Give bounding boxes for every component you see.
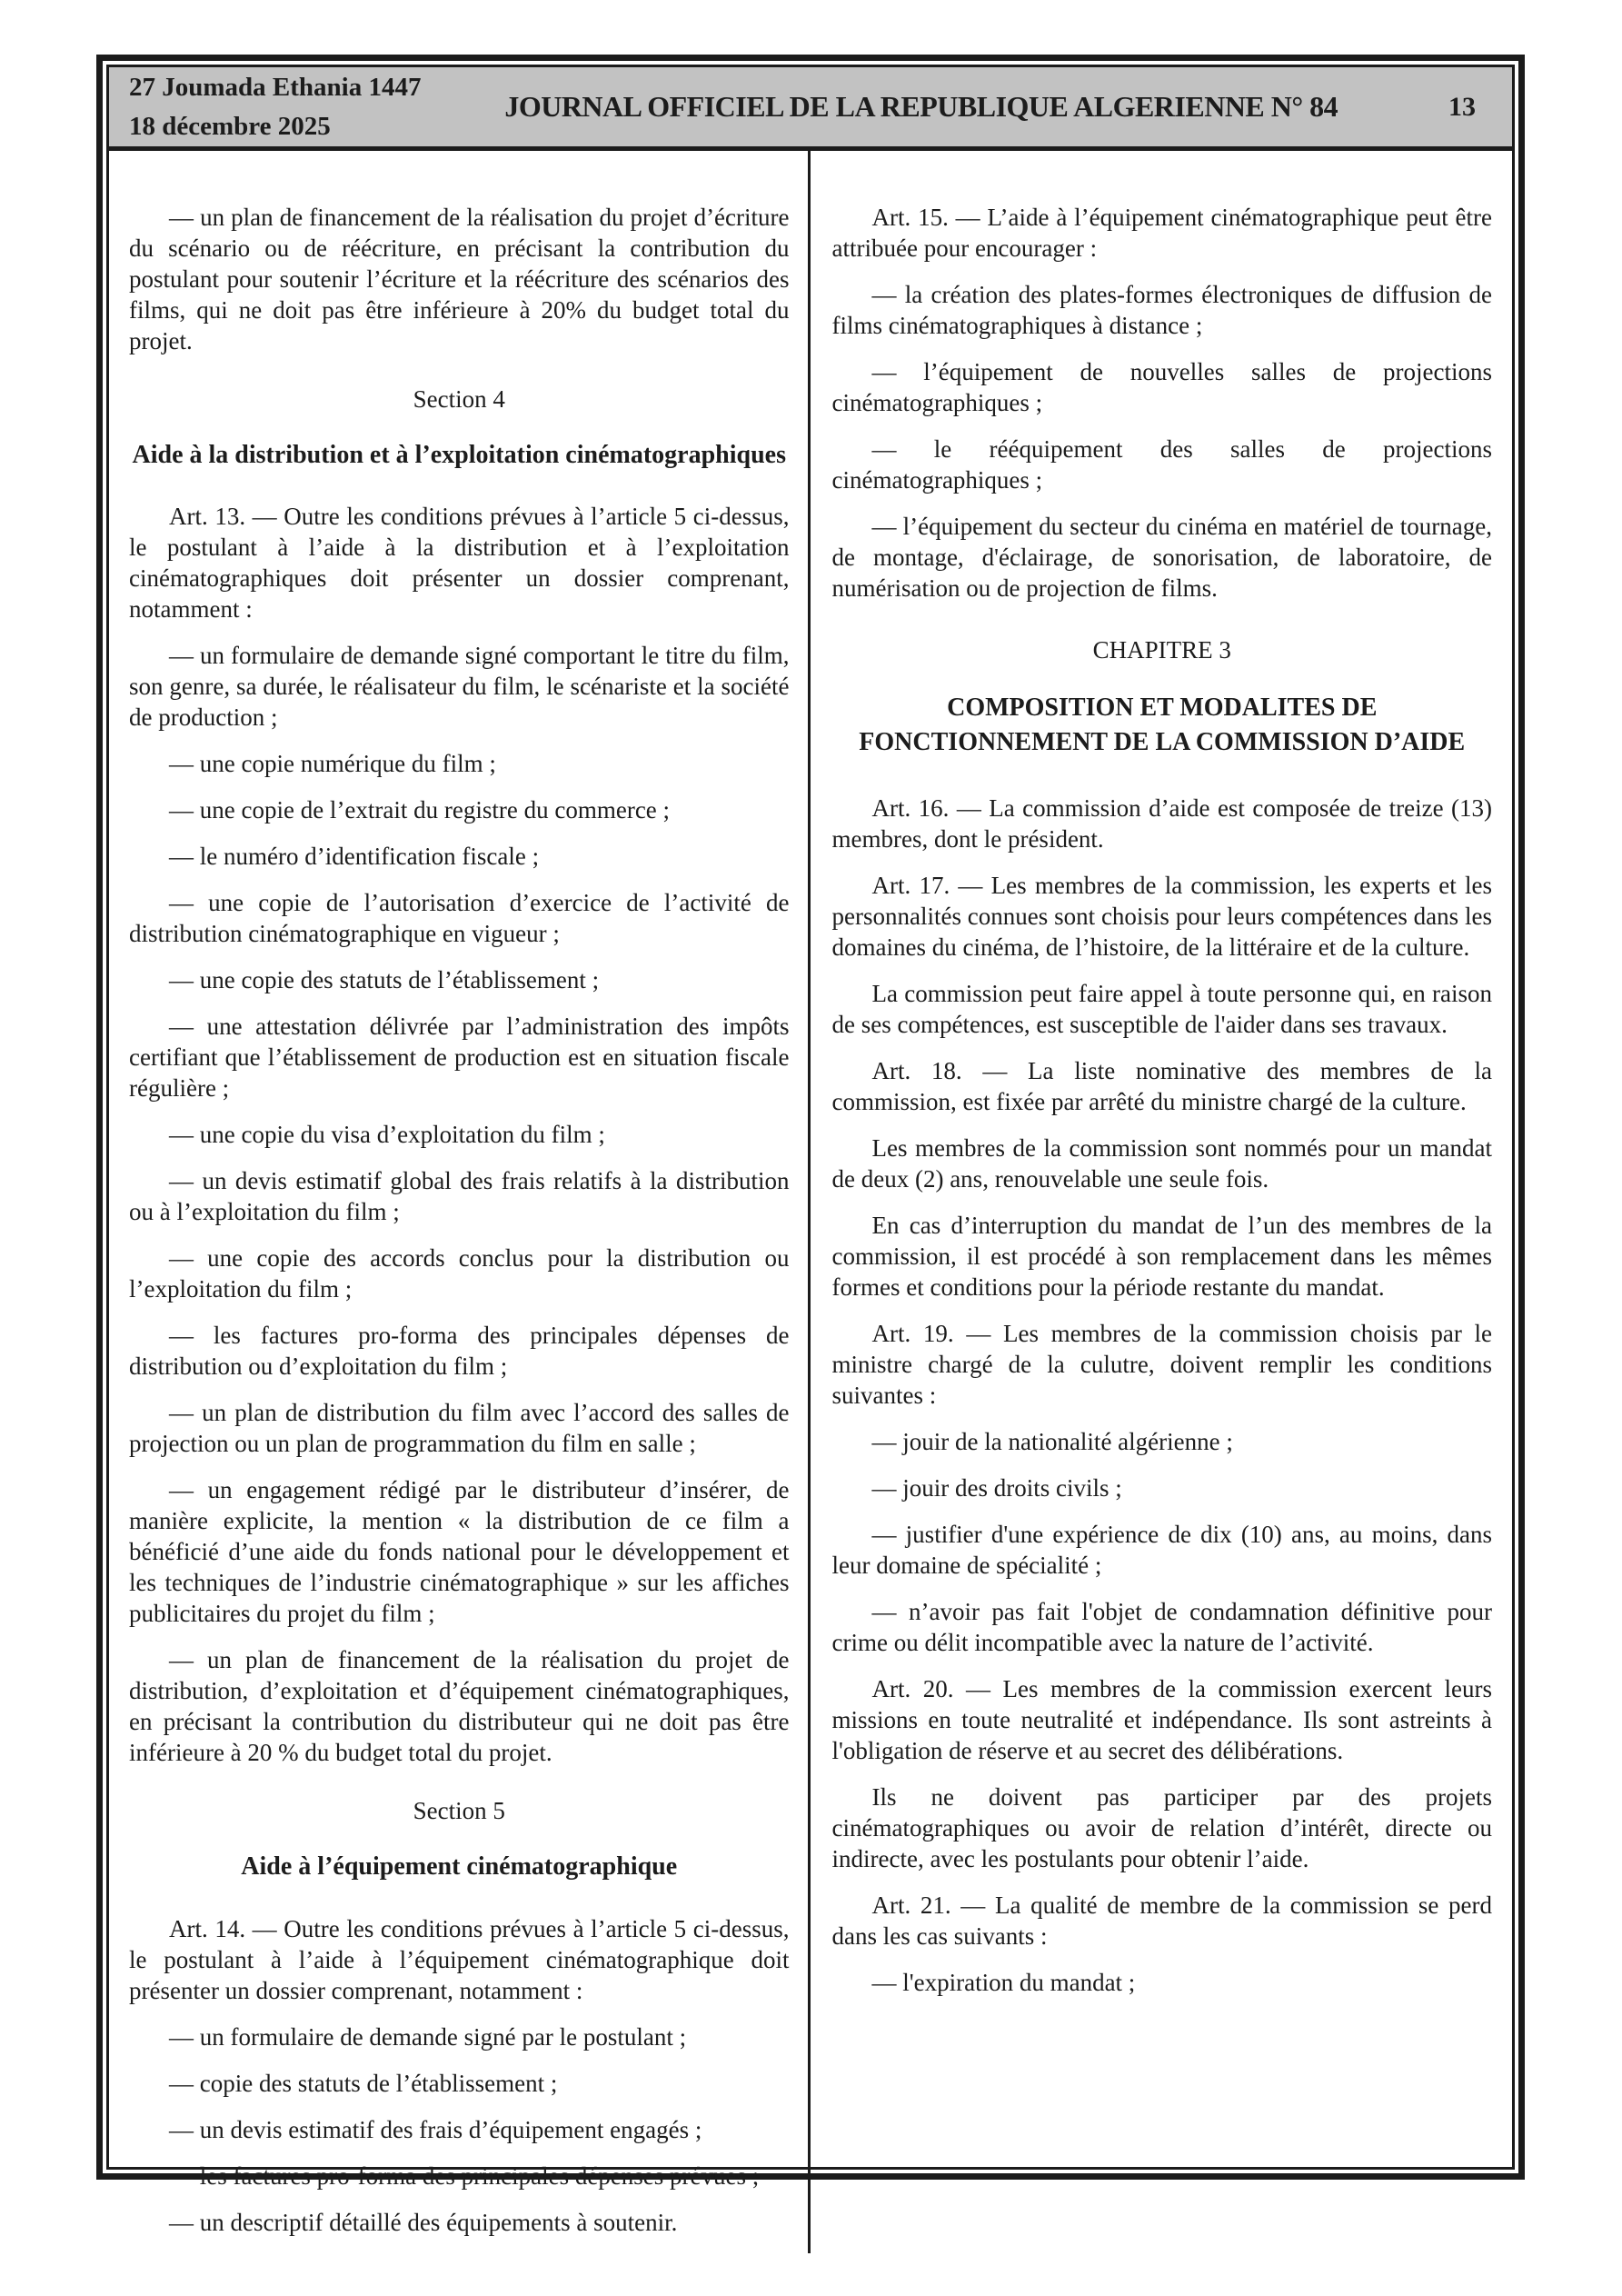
paragraph: — la création des plates-formes électroniques de diffusion de films cinématographiques à distance ; xyxy=(831,281,1492,339)
paragraph: — les factures pro-forma des principales dépenses de distribution ou d’exploitation du film ; xyxy=(129,1322,790,1381)
chapter-label: CHAPITRE 3 xyxy=(1092,636,1231,664)
header-date-gregorian: 18 décembre 2025 xyxy=(129,111,331,141)
paragraph: — justifier d'une expérience de dix (10) ans, au moins, dans leur domaine de spécialité ; xyxy=(831,1520,1492,1579)
paragraph: — un descriptif détaillé des équipements à soutenir. xyxy=(169,2208,678,2236)
paragraph: — le numéro d’identification fiscale ; xyxy=(169,843,540,871)
paragraph: Art. 13. — Outre les conditions prévues à l’article 5 ci-dessus, le postulant à l’aide à la distribution et à l’exploitation cinématographiques doit présenter un dossier comprenant, notamment : xyxy=(129,503,790,624)
page-frame xyxy=(96,55,1525,2236)
paragraph: — l’équipement du secteur du cinéma en matériel de tournage, de montage, d'éclairage, de sonorisation, de laboratoire, de numérisation ou de projection de films. xyxy=(831,513,1492,602)
paragraph: — n’avoir pas fait l'objet de condamnation définitive pour crime ou délit incompatible avec la nature de l’activité. xyxy=(831,1597,1492,1656)
paragraph: En cas d’interruption du mandat de l’un des membres de la commission, il est procédé à son remplacement dans les mêmes formes et conditions pour la période restante du mandat. xyxy=(831,1211,1492,1301)
paragraph: Ils ne doivent pas participer par des projets cinématographiques ou avoir de relation d’intérêt, directe ou indirecte, avec les postulants pour obtenir l’aide. xyxy=(831,1782,1492,1872)
paragraph: Art. 14. — Outre les conditions prévues à l’article 5 ci-dessus, le postulant à l’aide à l’équipement cinématographique doit présenter un dossier comprenant, notamment : xyxy=(129,1914,790,2004)
paragraph: Art. 18. — La liste nominative des membres de la commission, est fixée par arrêté du ministre chargé de la culture. xyxy=(831,1056,1492,1115)
paragraph: — le rééquipement des salles de projections cinématographiques ; xyxy=(831,435,1492,494)
section-label: Section 5 xyxy=(413,1797,505,1825)
paragraph: Les membres de la commission sont nommés pour un mandat de deux (2) ans, renouvelable une seule fois. xyxy=(831,1133,1492,1193)
paragraph: — jouir des droits civils ; xyxy=(871,1473,1122,1502)
paragraph: Art. 19. — Les membres de la commission choisis par le ministre chargé de la culutre, doivent remplir les conditions suivantes : xyxy=(831,1319,1492,1409)
chapter-title: COMPOSITION ET MODALITES DE FONCTIONNEMENT DE LA COMMISSION D’AIDE xyxy=(859,694,1466,756)
paragraph: La commission peut faire appel à toute personne qui, en raison de ses compétences, est susceptible de l'aider dans ses travaux. xyxy=(831,979,1492,1038)
paragraph: — un formulaire de demande signé par le postulant ; xyxy=(169,2022,687,2051)
header-date-hijri: 27 Joumada Ethania 1447 xyxy=(129,73,422,103)
paragraph: — l’équipement de nouvelles salles de projections cinématographiques ; xyxy=(831,358,1492,416)
paragraph: — un plan de distribution du film avec l’accord des salles de projection ou un plan de programmation du film en salle ; xyxy=(129,1399,790,1458)
paragraph: Art. 21. — La qualité de membre de la commission se perd dans les cas suivants : xyxy=(831,1891,1492,1950)
section-title: Aide à la distribution et à l’exploitation cinématographiques xyxy=(132,441,786,469)
paragraph: — un devis estimatif global des frais relatifs à la distribution ou à l’exploitation du film ; xyxy=(129,1167,790,1226)
paragraph: — une copie des statuts de l’établissement ; xyxy=(169,966,600,994)
paragraph: — une copie des accords conclus pour la distribution ou l’exploitation du film ; xyxy=(129,1244,790,1303)
header-dates xyxy=(129,68,421,145)
header-page-number: 13 xyxy=(1448,91,1476,122)
paragraph: — les factures pro-forma des principales dépenses prévues ; xyxy=(169,2161,760,2190)
paragraph: — une copie de l’autorisation d’exercice de l’activité de distribution cinématographique en vigueur ; xyxy=(129,889,790,948)
paragraph: — une copie du visa d’exploitation du film ; xyxy=(169,1121,605,1149)
section-label: Section 4 xyxy=(413,385,505,413)
paragraph: Art. 16. — La commission d’aide est composée de treize (13) membres, dont le président. xyxy=(831,794,1492,853)
header-band xyxy=(109,67,1512,151)
paragraph: — une copie numérique du film ; xyxy=(169,750,496,778)
paragraph: Art. 15. — L’aide à l’équipement cinématographique peut être attribuée pour encourager : xyxy=(831,204,1492,262)
paragraph: — une copie de l’extrait du registre du commerce ; xyxy=(169,796,671,824)
paragraph: — copie des statuts de l’établissement ; xyxy=(169,2069,558,2097)
paragraph: — une attestation délivrée par l’administration des impôts certifiant que l’établissement de production est en situation fiscale régulière ; xyxy=(129,1013,790,1103)
section-title: Aide à l’équipement cinématographique xyxy=(241,1852,678,1882)
paragraph: — un plan de financement de la réalisation du projet de distribution, d’exploitation et d’équipement cinématographiques, en précisant la contribution du distributeur qui ne doit pas être inférieure à 20 % du budget total du projet. xyxy=(129,1646,790,1767)
right-column xyxy=(811,151,1513,2253)
paragraph: — jouir de la nationalité algérienne ; xyxy=(871,1427,1233,1455)
paragraph: — un formulaire de demande signé comportant le titre du film, son genre, sa durée, le réalisateur du film, le scénariste et la société de production ; xyxy=(129,642,790,732)
paragraph: — un engagement rédigé par le distributeur d’insérer, de manière explicite, la mention « la distribution de ce film a bénéficié d’une aide du fonds national pour le développement et les techniques de l’industrie cinématographique » sur les affiches publicitaires du projet du film ; xyxy=(129,1476,790,1628)
content xyxy=(109,151,1512,2253)
paragraph: — un devis estimatif des frais d’équipement engagés ; xyxy=(169,2115,702,2143)
header-journal-title: JOURNAL OFFICIEL DE LA REPUBLIQUE ALGERIENNE N° 84 xyxy=(504,90,1338,123)
paragraph: — l'expiration du mandat ; xyxy=(871,1968,1136,1996)
paragraph: — un plan de financement de la réalisation du projet d’écriture du scénario ou de réécriture, en précisant la contribution du postulant pour soutenir l’écriture et la réécriture des scénarios des films, qui ne doit pas être inférieure à 20% du budget total du projet. xyxy=(129,204,790,354)
left-column xyxy=(109,151,808,2253)
paragraph: Art. 17. — Les membres de la commission, les experts et les personnalités connues sont choisis pour leurs compétences dans les domaines du cinéma, de l’histoire, de la littéraire et de la culture. xyxy=(831,871,1492,961)
page-inner-frame xyxy=(106,65,1515,2236)
paragraph: Art. 20. — Les membres de la commission exercent leurs missions en toute neutralité et indépendance. Ils sont astreints à l'obligation de réserve et au secret des délibérations. xyxy=(831,1674,1492,1764)
